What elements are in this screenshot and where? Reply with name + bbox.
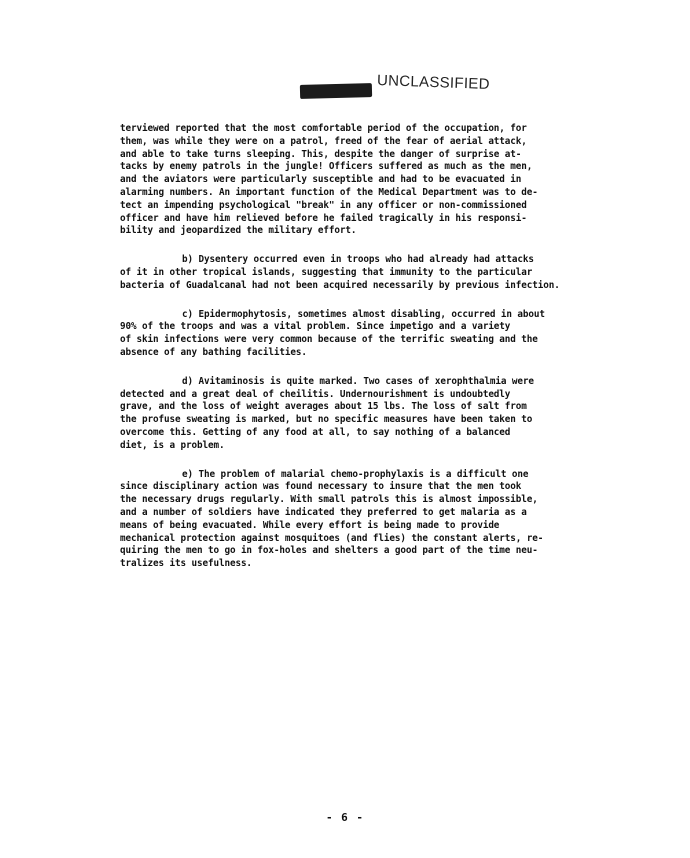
text-line: 90% of the troops and was a vital problem. Since impetigo and a variety [120,321,511,333]
text-line: and able to take turns sleeping. This, despite the danger of surprise at- [120,148,522,160]
text-line: means of being evacuated. While every effort is being made to provide [120,519,500,531]
text-line: b) Dysentery occurred even in troops who had already had attacks [182,254,534,266]
classification-stamp: UNCLASSIFIED [376,72,491,93]
body-text [120,123,620,587]
paragraph-continuation [120,123,620,238]
text-line: grave, and the loss of weight averages about 15 lbs. The loss of salt from [120,401,527,413]
text-line: overcome this. Getting of any food at all, to say nothing of a balanced [120,426,511,438]
text-line: terviewed reported that the most comfortable period of the occupation, for [120,123,527,134]
text-line: tacks by enemy patrols in the jungle! Officers suffered as much as the men, [120,161,533,173]
page-number: - 6 - [325,811,365,824]
text-line: tralizes its usefulness. [120,558,252,570]
text-line: alarming numbers. An important function of the Medical Department was to de- [120,186,538,198]
text-line: d) Avitaminosis is quite marked. Two cases of xerophthalmia were [182,375,534,387]
text-line: bacteria of Guadalcanal had not been acquired necessarily by previous infection. [120,279,560,291]
text-line: and a number of soldiers have indicated they preferred to get malaria as a [120,506,527,518]
text-line: the necessary drugs regularly. With small patrols this is almost impossible, [120,494,538,506]
text-line: tect an impending psychological "break" in any officer or non-commissioned [120,199,527,211]
classification-header [300,74,520,102]
paragraph-avitaminosis [120,376,620,453]
redacted-marking [300,83,372,99]
text-line: e) The problem of malarial chemo-prophylaxis is a difficult one [182,468,529,480]
text-line: of skin infections were very common because of the terrific sweating and the [120,334,538,346]
paragraph-dysentery [120,254,620,292]
text-line: absence of any bathing facilities. [120,346,307,358]
text-line: bility and jeopardized the military effort. [120,225,357,237]
text-line: diet, is a problem. [120,439,225,451]
text-line: mechanical protection against mosquitoes (and flies) the constant alerts, re- [120,532,544,544]
text-line: officer and have him relieved before he failed tragically in his responsi- [120,212,527,224]
text-line: and the aviators were particularly susceptible and had to be evacuated in [120,174,522,186]
paragraph-malaria [120,469,620,571]
text-line: detected and a great deal of cheilitis. Undernourishment is undoubtedly [120,388,511,400]
text-line: c) Epidermophytosis, sometimes almost disabling, occurred in about [182,308,545,320]
text-line: them, was while they were on a patrol, freed of the fear of aerial attack, [120,135,527,147]
text-line: the profuse sweating is marked, but no specific measures have been taken to [120,414,533,426]
text-line: of it in other tropical islands, suggesting that immunity to the particular [120,266,533,278]
text-line: since disciplinary action was found necessary to insure that the men took [120,481,522,493]
text-line: quiring the men to go in fox-holes and shelters a good part of the time neu- [120,545,538,557]
paragraph-epidermophytosis [120,309,620,360]
